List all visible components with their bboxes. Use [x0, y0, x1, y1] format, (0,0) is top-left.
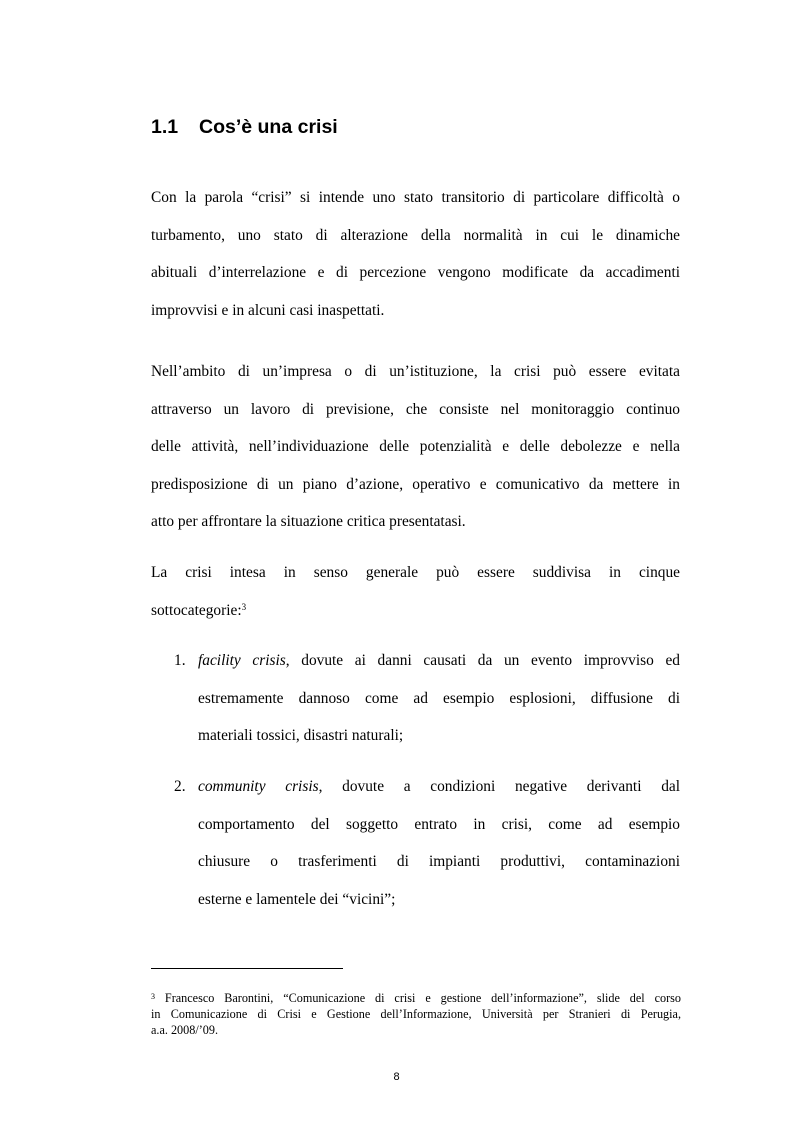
list-marker: 2.	[174, 778, 186, 795]
text-line: Con la parola “crisi” si intende uno stato transitorio di particolare difficoltà o	[151, 189, 680, 206]
text-line: comportamento del soggetto entrato in crisi, come ad esempio	[198, 815, 680, 833]
footnote-reference: 3	[241, 601, 247, 612]
text-line: esterne e lamentele dei “vicini”;	[198, 890, 396, 908]
footnote-line: a.a. 2008/’09.	[151, 1023, 219, 1037]
list-term: facility crisis	[198, 652, 286, 669]
text-fragment: sottocategorie:	[151, 601, 242, 619]
text-line: chiusure o trasferimenti di impianti produttivi, contaminazioni	[198, 853, 680, 870]
footnote-line	[151, 990, 681, 1006]
text-line: turbamento, uno stato di alterazione della normalità in cui le dinamiche	[151, 226, 680, 244]
footnote-line: in Comunicazione di Crisi e Gestione dell’Informazione, Università per Stranieri di Perugia,	[151, 1007, 681, 1021]
text-fragment: , dovute a condizioni negative derivanti dal	[318, 778, 680, 795]
paragraph-crisis-definition	[151, 179, 680, 329]
text-line: attraverso un lavoro di previsione, che consiste nel monitoraggio continuo	[151, 400, 680, 418]
text-line: estremamente dannoso come ad esempio esplosioni, diffusione di	[198, 689, 680, 707]
footnote	[151, 990, 681, 1038]
section-number: 1.1	[151, 116, 179, 138]
paragraph-crisis-prevention	[151, 353, 680, 541]
section-title: Cos’è una crisi	[199, 116, 338, 138]
text-line	[198, 768, 680, 806]
text-fragment: , dovute ai danni causati da un evento improvviso ed	[285, 652, 680, 669]
section-heading	[151, 116, 338, 139]
paragraph-subcategories-intro	[151, 554, 680, 629]
list-term: community crisis	[198, 778, 319, 795]
text-line: delle attività, nell’individuazione delle potenzialità e delle debolezze e nella	[151, 438, 680, 455]
text-line: atto per affrontare la situazione critica presentatasi.	[151, 513, 466, 530]
text-fragment: Francesco Barontini, “Comunicazione di crisi e gestione dell’informazione”, slide del corso	[155, 991, 681, 1005]
list-item-community-crisis	[174, 768, 680, 918]
text-line	[151, 592, 680, 630]
footnote-number: 3	[151, 992, 155, 1001]
text-line: materiali tossici, disastri naturali;	[198, 727, 404, 744]
text-line: improvvisi e in alcuni casi inaspettati.	[151, 301, 385, 319]
list-item-facility-crisis	[174, 642, 680, 755]
list-marker: 1.	[174, 652, 186, 669]
text-line: Nell’ambito di un’impresa o di un’istituzione, la crisi può essere evitata	[151, 363, 680, 380]
text-line: predisposizione di un piano d’azione, operativo e comunicativo da mettere in	[151, 475, 680, 493]
text-line: La crisi intesa in senso generale può essere suddivisa in cinque	[151, 564, 680, 581]
page-number: 8	[393, 1071, 400, 1083]
footnote-separator	[151, 968, 343, 969]
text-line: abituali d’interrelazione e di percezione vengono modificate da accadimenti	[151, 264, 680, 281]
text-line	[198, 642, 680, 680]
